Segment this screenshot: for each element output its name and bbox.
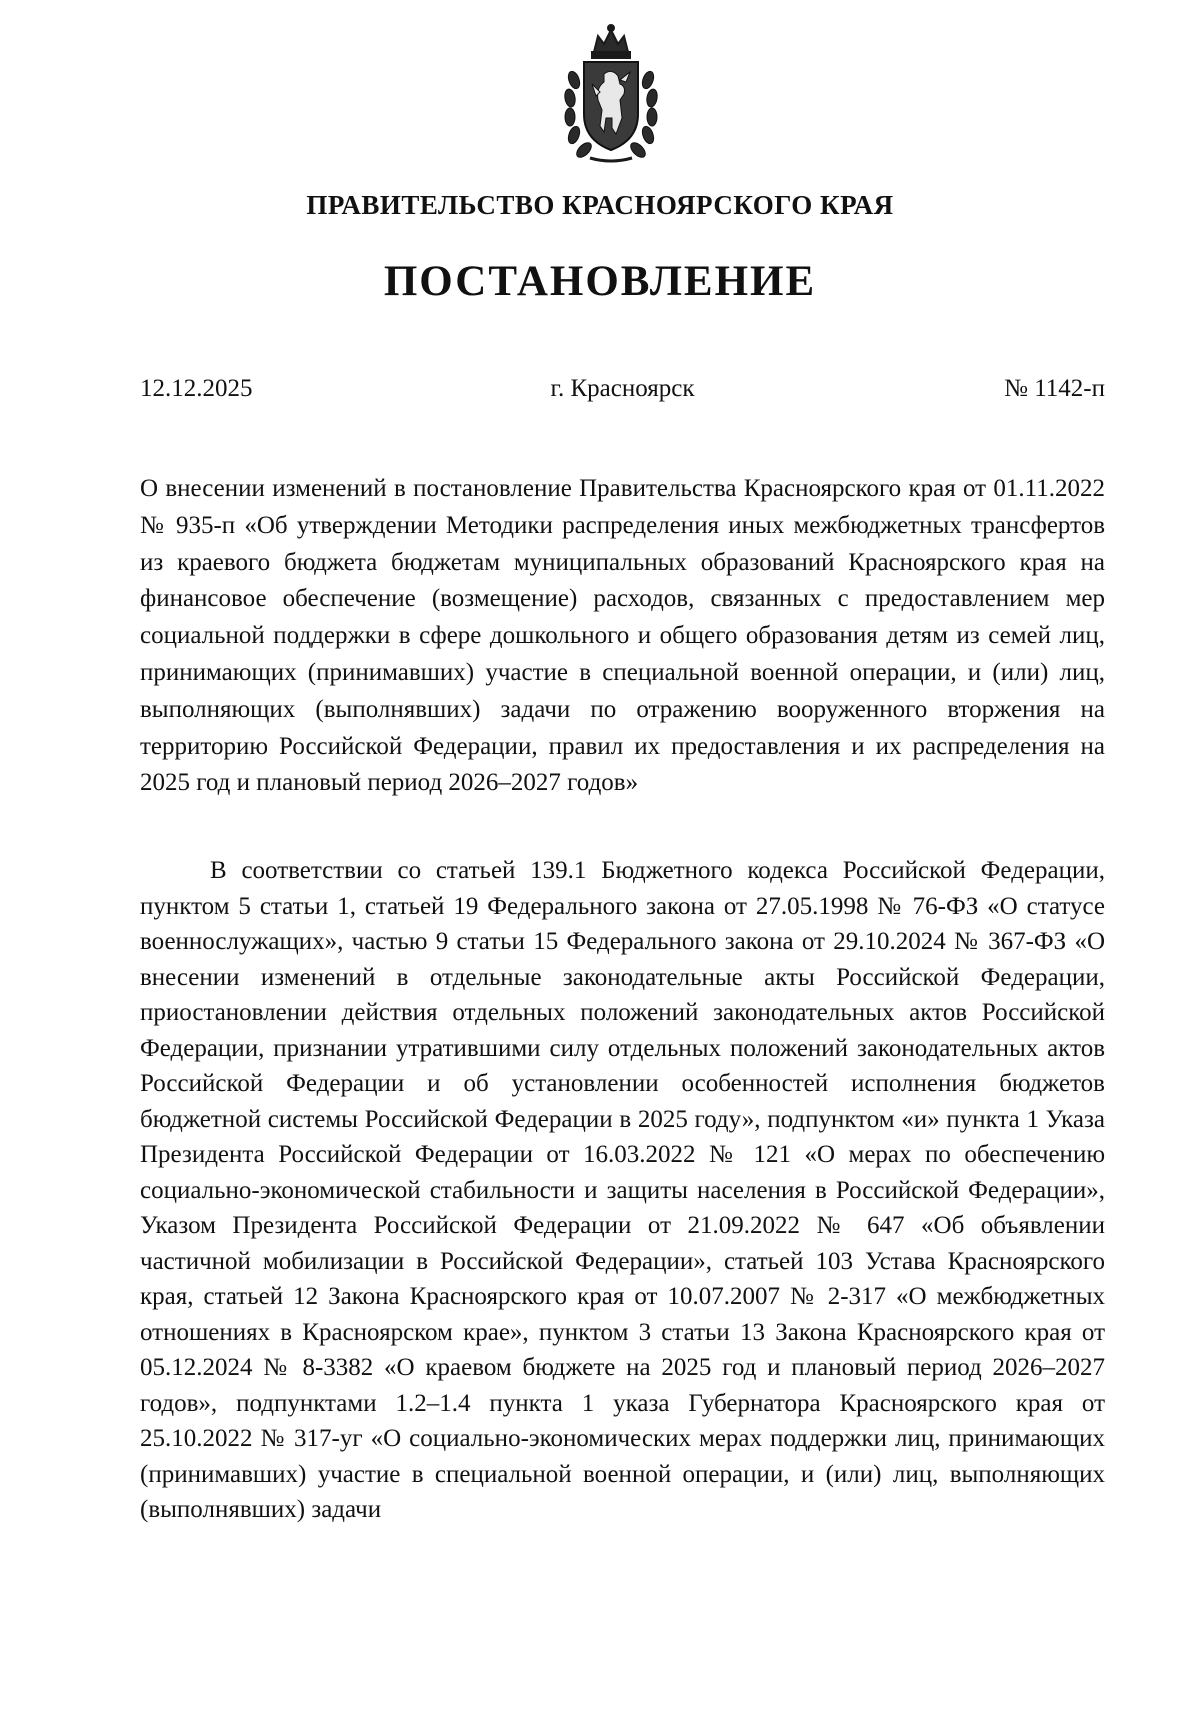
document-city: г. Красноярск — [550, 375, 695, 402]
document-subject: О внесении изменений в постановление Правительства Красноярского края от 01.11.2022 № 935-п «Об утверждении Методики распределения иных межбюджетных трансфертов из краевого бюджета бюджетам муниципальных образований Красноярского края на финансовое обеспечение (возмещение) расходов, связанных с предоставлением мер социальной поддержки в сфере дошкольного и общего образования детям из семей лиц, принимающих (принимавших) участие в специальной военной операции, и (или) лиц, выполняющих (выполнявших) задачи по отражению вооруженного вторжения на территорию Российской Федерации, правил их предоставления и их распределения на 2025 год и плановый период 2026–2027 годов» — [140, 475, 1105, 797]
document-body-paragraph: В соответствии со статьей 139.1 Бюджетного кодекса Российской Федерации, пунктом 5 статьи 1, статьей 19 Федерального закона от 27.05.1998 № 76-ФЗ «О статусе военнослужащих», частью 9 статьи 15 Федерального закона от 29.10.2024 № 367-ФЗ «О внесении изменений в отдельные законодательные акты Российской Федерации, приостановлении действия отдельных положений законодательных актов Российской Федерации, признании утратившими силу отдельных положений законодательных актов Российской Федерации и об установлении особенностей исполнения бюджетов бюджетной системы Российской Федерации в 2025 году», подпунктом «и» пункта 1 Указа Президента Российской Федерации от 16.03.2022 № 121 «О мерах по обеспечению социально-экономической стабильности и защиты населения в Российской Федерации», Указом Президента Российской Федерации от 21.09.2022 № 647 «Об объявлении частичной мобилизации в Российской Федерации», статьей 103 Устава Красноярского края, статьей 12 Закона Красноярского края от 10.07.2007 № 2-317 «О межбюджетных отношениях в Красноярском крае», пунктом 3 статьи 13 Закона Красноярского края от 05.12.2024 № 8-3382 «О краевом бюджете на 2025 год и плановый период 2026–2027 годов», подпунктами 1.2–1.4 пункта 1 указа Губернатора Красноярского края от 25.10.2022 № 317-уг «О социально-экономических мерах поддержки лиц, принимающих (принимавших) участие в специальной военной операции, и (или) лиц, выполняющих (выполнявших) задачи — [140, 857, 1105, 1523]
document-meta-row — [140, 375, 1105, 411]
coat-of-arms-icon — [560, 22, 662, 164]
organization-name: ПРАВИТЕЛЬСТВО КРАСНОЯРСКОГО КРАЯ — [306, 190, 894, 220]
document-type-title: ПОСТАНОВЛЕНИЕ — [383, 258, 817, 305]
document-date: 12.12.2025 — [140, 375, 253, 402]
document-number: № 1142-п — [1004, 375, 1105, 402]
